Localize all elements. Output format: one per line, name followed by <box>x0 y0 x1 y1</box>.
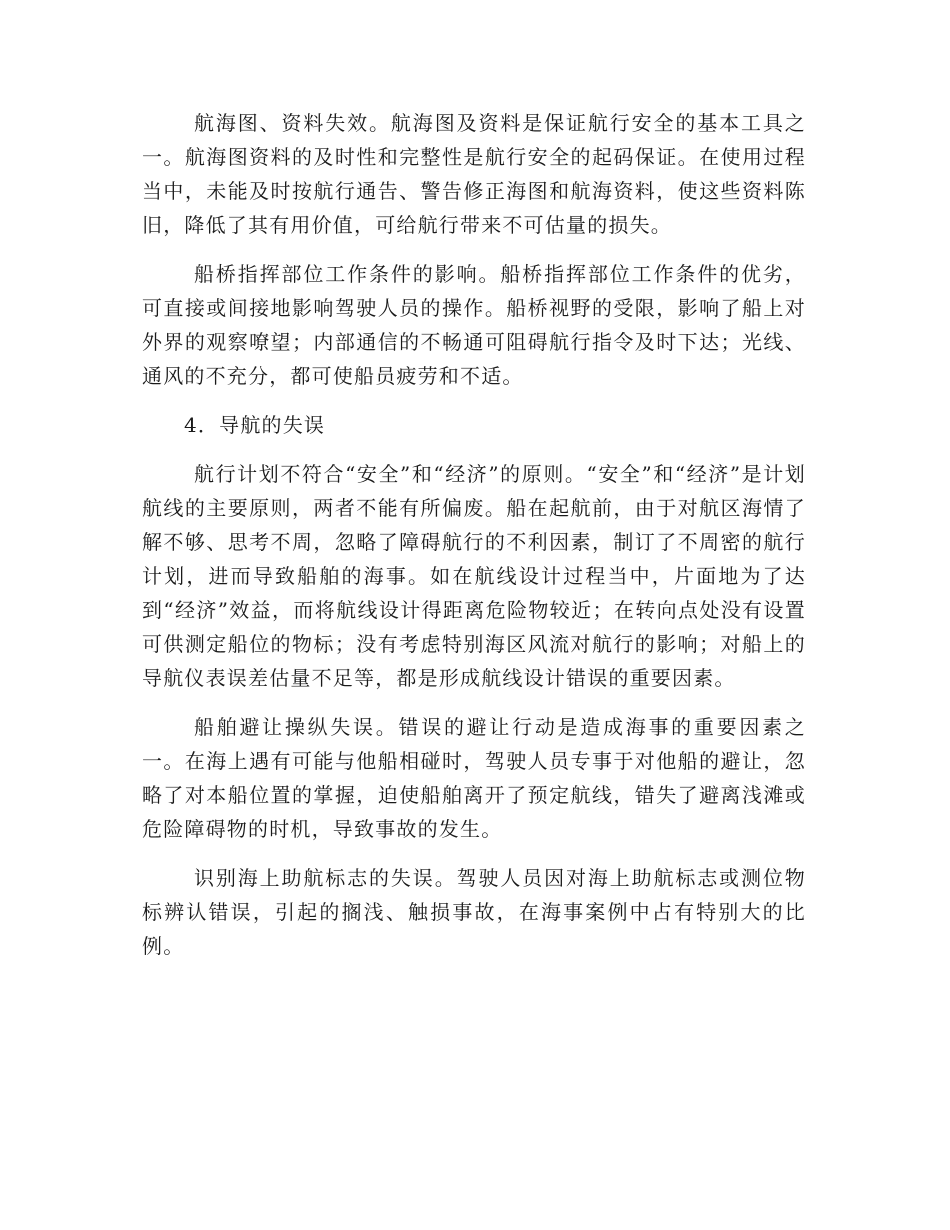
paragraph-voyage-plan: 航行计划不符合“安全”和“经济”的原则。“安全”和“经济”是计划航线的主要原则，两者不能有所偏废。船在起航前，由于对航区海情了解不够、思考不周，忽略了障碍航行的不利因素，制订了不周密的航行计划，进而导致船舶的海事。如在航线设计过程当中，片面地为了达到“经济”效益，而将航线设计得距离危险物较近；在转向点处没有设置可供测定船位的物标；没有考虑特别海区风流对航行的影响；对船上的导航仪表误差估量不足等，都是形成航线设计错误的重要因素。 <box>142 462 806 690</box>
paragraph-chart-data-failure: 航海图、资料失效。航海图及资料是保证航行安全的基本工具之一。航海图资料的及时性和完整性是航行安全的起码保证。在使用过程当中，未能及时按航行通告、警告修正海图和航海资料，使这些资料陈旧，降低了其有用价值，可给航行带来不可估量的损失。 <box>142 111 806 237</box>
paragraph-aids-to-navigation: 识别海上助航标志的失误。驾驶人员因对海上助航标志或测位物标辨认错误，引起的搁浅、触损事故，在海事案例中占有特别大的比例。 <box>142 866 806 958</box>
paragraph-bridge-conditions: 船桥指挥部位工作条件的影响。船桥指挥部位工作条件的优劣，可直接或间接地影响驾驶人员的操作。船桥视野的受限，影响了船上对外界的观察嘹望；内部通信的不畅通可阻碍航行指令及时下达；光线、通风的不充分，都可使船员疲劳和不适。 <box>142 262 806 388</box>
paragraph-collision-avoidance: 船舶避让操纵失误。错误的避让行动是造成海事的重要因素之一。在海上遇有可能与他船相碰时，驾驶人员专事于对他船的避让，忽略了对本船位置的掌握，迫使船舶离开了预定航线，错失了避离浅滩或危险障碍物的时机，导致事故的发生。 <box>142 715 806 841</box>
section-heading-navigation-errors: 4．导航的失误 <box>184 413 326 437</box>
document-page <box>142 106 806 978</box>
